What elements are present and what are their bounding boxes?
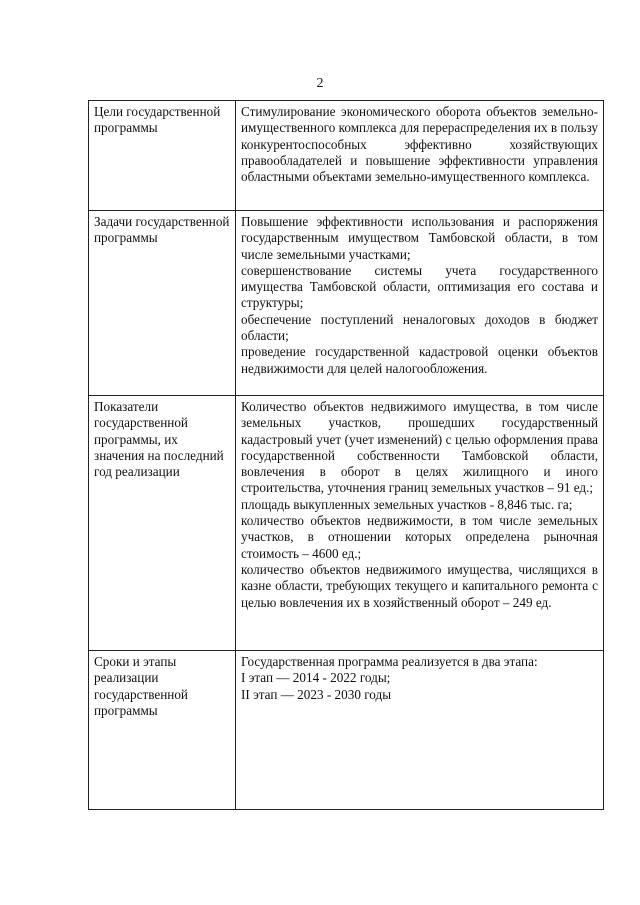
row-content bbox=[236, 396, 604, 651]
page-number: 2 bbox=[316, 76, 324, 91]
table-row-goals bbox=[89, 101, 604, 211]
paragraph: обеспечение поступлений неналоговых доходов в бюджет области; bbox=[241, 311, 598, 344]
row-label: Цели государственной программы bbox=[89, 101, 236, 211]
paragraph: количество объектов недвижимого имущества, числящихся в казне области, требующих текущего и капитального ремонта с целью вовлечения их в хозяйственный оборот – 249 ед. bbox=[241, 561, 598, 610]
row-label: Сроки и этапы реализации государственной программы bbox=[89, 651, 236, 810]
table-row-tasks bbox=[89, 211, 604, 396]
row-content bbox=[236, 651, 604, 810]
paragraph: количество объектов недвижимости, в том числе земельных участков, в отношении которых определена рыночная стоимость – 4600 ед.; bbox=[241, 513, 598, 561]
table-row-terms bbox=[89, 651, 604, 810]
paragraph: Повышение эффективности использования и распоряжения государственным имуществом Тамбовской области, в том числе земельными участками; bbox=[241, 214, 598, 262]
row-label: Показатели государственной программы, их значения на последний год реализации bbox=[89, 396, 236, 651]
paragraph: Государственная программа реализуется в два этапа: bbox=[241, 654, 538, 669]
paragraph: Количество объектов недвижимого имущества, в том числе земельных участков, прошедших государственный кадастровый учет (учет изменений) с целью оформления права государственной собственности Тамбовской области, вовлечения в оборот в целях жилищного и иного строительства, уточнения границ земельных участков – 91 ед.; bbox=[241, 399, 598, 496]
row-content bbox=[236, 101, 604, 211]
paragraph: площадь выкупленных земельных участков - 8,846 тыс. га; bbox=[241, 496, 573, 512]
paragraph: совершенствование системы учета государственного имущества Тамбовской области, оптимизация его состава и структуры; bbox=[241, 262, 598, 311]
paragraph: проведение государственной кадастровой оценки объектов недвижимости для целей налогообложения. bbox=[241, 344, 598, 376]
paragraph: I этап — 2014 - 2022 годы; bbox=[241, 670, 391, 686]
program-passport-table bbox=[88, 100, 604, 810]
paragraph: II этап — 2023 - 2030 годы bbox=[241, 686, 392, 702]
row-label: Задачи государственной программы bbox=[89, 211, 236, 396]
paragraph: Стимулирование экономического оборота объектов земельно-имущественного комплекса для перераспределения их в пользу конкурентоспособных эффективно хозяйствующих правообладателей и повышение эффективности управления областными объектами земельно-имущественного комплекса. bbox=[241, 104, 598, 185]
table-row-indicators bbox=[89, 396, 604, 651]
row-content bbox=[236, 211, 604, 396]
